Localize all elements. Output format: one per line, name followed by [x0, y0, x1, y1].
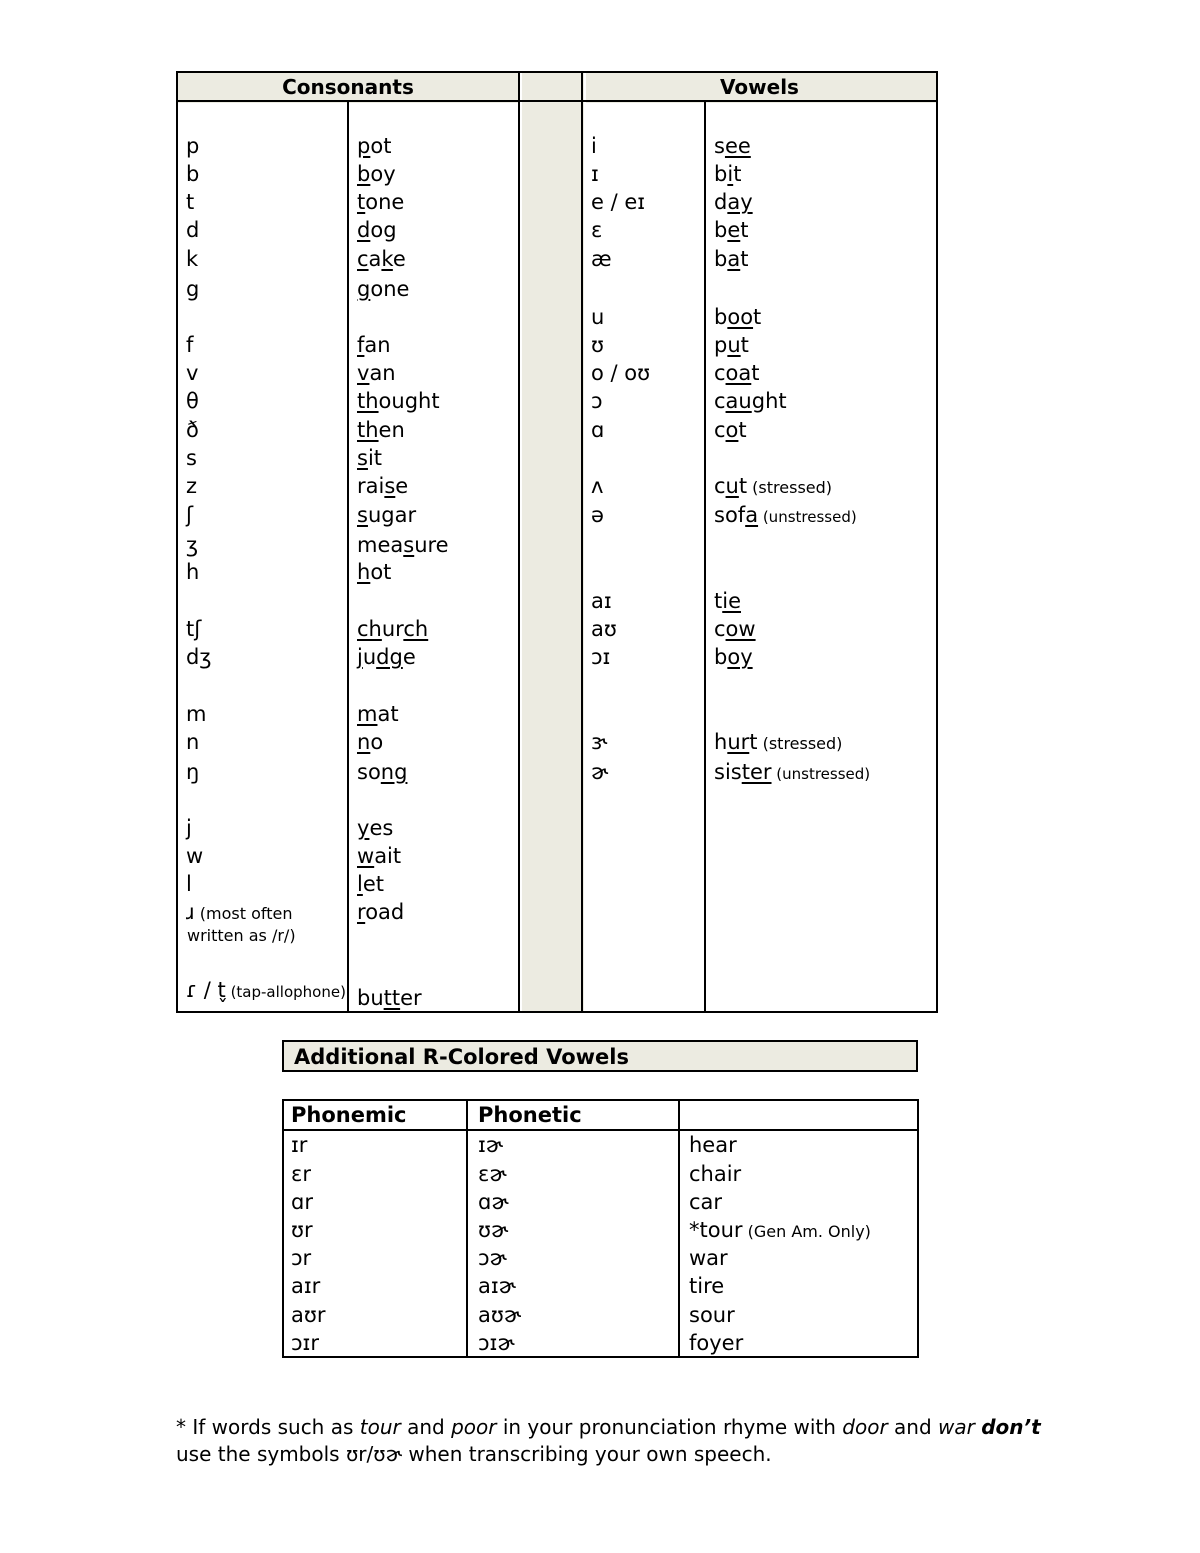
underlined-letters: oy: [727, 645, 753, 669]
col-phonetic-header: Phonetic: [478, 1103, 582, 1127]
ipa-symbol: k: [186, 247, 199, 271]
consonant-symbol: [186, 188, 194, 216]
word-part: b: [714, 218, 728, 242]
example-word: [714, 643, 753, 671]
example-word: [689, 1216, 871, 1246]
ipa-symbol: θ: [186, 389, 199, 413]
ipa-symbol: ð: [186, 418, 199, 442]
underlined-letters: v: [357, 361, 370, 385]
example-word: [357, 615, 428, 643]
vowel-symbol: ɔ: [591, 389, 603, 413]
symbol-note: (tap-allophone): [225, 983, 346, 1001]
underlined-letters: th: [357, 418, 379, 442]
word-part: ght: [751, 389, 787, 413]
r-table-divider-2: [678, 1099, 680, 1358]
word-part: mea: [357, 533, 404, 557]
underlined-letters: s: [403, 533, 415, 557]
ipa-symbol: n: [186, 730, 200, 754]
underlined-letters: dg: [376, 645, 403, 669]
footnote-line-2: use the symbols ʊr/ʊɚ when transcribing your own speech.: [176, 1442, 772, 1466]
word-part: es: [369, 816, 394, 840]
word-part: e: [402, 645, 416, 669]
word-part: h: [714, 730, 728, 754]
word-part: t: [749, 730, 758, 754]
underlined-letters: u: [727, 333, 741, 357]
word-part: b: [714, 645, 728, 669]
ipa-symbol: d: [186, 218, 200, 242]
example-word: [357, 160, 396, 188]
word-part: bu: [357, 986, 384, 1010]
example-word: [357, 842, 401, 870]
consonant-symbol: [186, 444, 197, 472]
underlined-letters: oo: [727, 305, 754, 329]
example-word: [689, 1160, 741, 1188]
footnote-word-war: war: [938, 1415, 975, 1439]
underlined-letters: k: [381, 247, 393, 271]
word-part: ait: [374, 844, 402, 868]
example-word: [357, 984, 422, 1012]
word-part: e: [392, 247, 406, 271]
consonant-symbol: [186, 814, 192, 842]
vowel-symbol: e / eɪ: [591, 190, 646, 214]
example-word: [689, 1131, 737, 1159]
col-phonemic-header: Phonemic: [291, 1103, 407, 1127]
footnote-text: in your pronunciation rhyme with: [496, 1415, 843, 1439]
word-part: oy: [370, 162, 396, 186]
symbol-note-line-2: written as /r/): [187, 926, 296, 945]
word: hear: [689, 1133, 737, 1157]
word-part: d: [714, 190, 728, 214]
stress-note: (unstressed): [771, 765, 871, 783]
ipa-symbol: ɹ: [186, 900, 195, 924]
word-part: c: [714, 418, 726, 442]
word-part: ot: [370, 134, 392, 158]
example-word: [357, 444, 382, 472]
example-word: [714, 472, 832, 502]
ipa-symbol: ʃ: [186, 503, 194, 527]
consonant-symbol: [186, 387, 199, 415]
word-part: t: [738, 418, 747, 442]
consonants-header: Consonants: [282, 75, 414, 99]
word-part: so: [357, 760, 381, 784]
example-word: [357, 245, 406, 273]
underlined-letters: r: [357, 900, 366, 924]
example-word: [357, 643, 416, 671]
example-word: [714, 615, 756, 643]
phonemic-symbol: ɛr: [291, 1162, 311, 1186]
ipa-symbol: w: [186, 844, 204, 868]
example-word: [689, 1329, 743, 1357]
phonemic-symbol: ɑr: [291, 1190, 313, 1214]
vowel-symbol: u: [591, 305, 605, 329]
word-part: s: [714, 134, 725, 158]
consonant-symbol: [186, 245, 198, 273]
stress-note: (stressed): [757, 734, 843, 753]
underlined-letters: l: [357, 872, 363, 896]
word-part: one: [365, 190, 405, 214]
consonant-symbol: [186, 501, 193, 529]
word-part: b: [714, 247, 728, 271]
underlined-letters: ter: [741, 760, 772, 784]
ipa-symbol: dʒ: [186, 645, 212, 669]
word: tire: [689, 1274, 725, 1298]
vowel-symbol: i: [591, 134, 597, 158]
word: *tour: [689, 1218, 743, 1242]
example-word: [357, 870, 384, 898]
example-word: [357, 188, 404, 216]
phonemic-symbol: ʊr: [291, 1218, 313, 1242]
underlined-letters: ie: [722, 589, 741, 613]
underlined-letters: u: [725, 474, 739, 498]
word-part: a: [368, 247, 382, 271]
consonant-symbol: [186, 976, 346, 1006]
ipa-symbol: z: [186, 474, 198, 498]
vowel-symbol: ɛ: [591, 218, 603, 242]
example-word: [714, 501, 857, 531]
underlined-letters: a: [745, 503, 759, 527]
consonant-symbol: [186, 700, 206, 728]
example-word: [714, 758, 870, 788]
example-word: [357, 331, 391, 359]
vowels-header: Vowels: [720, 75, 799, 99]
underlined-letters: oa: [725, 361, 752, 385]
word: sour: [689, 1303, 735, 1327]
underlined-letters: s: [357, 503, 368, 527]
r-colored-title: Additional R-Colored Vowels: [294, 1045, 629, 1069]
consonant-symbol: [186, 842, 203, 870]
consonant-symbol: [186, 160, 199, 188]
phonemic-symbol: ɔɪr: [291, 1331, 319, 1355]
underlined-letters: p: [357, 134, 371, 158]
word-part: t: [733, 162, 742, 186]
underlined-letters: th: [357, 389, 379, 413]
consonant-symbol: [186, 132, 199, 160]
r-colored-title-box: [282, 1040, 918, 1072]
ipa-symbol: tʃ: [186, 617, 202, 641]
word-part: t: [751, 361, 760, 385]
ipa-symbol: t: [186, 190, 195, 214]
example-word: [357, 359, 396, 387]
ipa-symbol: s: [186, 446, 197, 470]
underlined-letters: d: [357, 218, 371, 242]
example-word: [689, 1244, 728, 1272]
word-part: og: [370, 218, 397, 242]
ipa-symbol: m: [186, 702, 207, 726]
underlined-letters: ng: [380, 760, 408, 784]
vowel-symbol: æ: [591, 247, 612, 271]
consonant-symbol: [186, 331, 193, 359]
consonant-symbol: [186, 216, 199, 244]
example-word: [714, 331, 749, 359]
consonant-symbol: [186, 615, 201, 643]
word-part: et: [362, 872, 384, 896]
phonetic-symbol: ɔɚ: [478, 1246, 507, 1270]
vowel-symbol: ɚ: [591, 760, 609, 784]
footnote-text: and: [887, 1415, 939, 1439]
vowel-symbol: aʊ: [591, 617, 617, 641]
word-part: oad: [365, 900, 405, 924]
underlined-letters: n: [357, 730, 371, 754]
example-word: [714, 132, 751, 160]
phonetic-symbol: ʊɚ: [478, 1218, 509, 1242]
phonetic-symbol: ɑɚ: [478, 1190, 509, 1214]
vowel-symbol: aɪ: [591, 589, 612, 613]
word-part: t: [740, 333, 749, 357]
phonetic-symbol: ɔɪɚ: [478, 1331, 515, 1355]
word-part: c: [714, 474, 726, 498]
ipa-symbol: h: [186, 560, 200, 584]
r-table-header-divider: [282, 1129, 919, 1131]
underlined-letters: i: [727, 162, 734, 186]
vowel-symbol: ɝ: [591, 730, 608, 754]
word-part: er: [400, 986, 422, 1010]
word-part: an: [364, 333, 391, 357]
consonant-symbol: [186, 758, 199, 786]
example-word: [689, 1272, 724, 1300]
example-word: [714, 359, 760, 387]
phonetic-symbol: aɪɚ: [478, 1274, 516, 1298]
underlined-letters: b: [357, 162, 371, 186]
underlined-letters: y: [357, 816, 370, 840]
phonetic-symbol: aʊɚ: [478, 1303, 522, 1327]
gap-column: [522, 73, 584, 1011]
word-part: ure: [414, 533, 449, 557]
footnote-word-tour: tour: [359, 1415, 401, 1439]
underlined-letters: g: [357, 277, 371, 301]
word: war: [689, 1246, 728, 1270]
underlined-letters: ee: [724, 134, 751, 158]
underlined-letters: o: [725, 418, 739, 442]
underlined-letters: ay: [727, 190, 753, 214]
footnote-text: * If words such as: [176, 1415, 360, 1439]
vowel-symbol: ʊ: [591, 333, 604, 357]
r-table-divider-1: [466, 1099, 468, 1358]
word: chair: [689, 1162, 742, 1186]
vowel-symbol: o / oʊ: [591, 361, 651, 385]
phonetic-symbol: ɛɚ: [478, 1162, 507, 1186]
col-divider-3: [581, 71, 583, 1013]
underlined-letters: c: [357, 247, 369, 271]
example-word: [357, 531, 449, 559]
word-part: c: [714, 389, 726, 413]
underlined-letters: h: [357, 560, 371, 584]
underlined-letters: t: [357, 190, 366, 214]
example-word: [357, 416, 405, 444]
underlined-letters: f: [357, 333, 365, 357]
ipa-symbol: ɾ / t̬: [186, 978, 226, 1002]
word-part: c: [714, 617, 726, 641]
vowel-symbol: ɪ: [591, 162, 599, 186]
underlined-letters: ow: [725, 617, 756, 641]
word-part: u: [362, 645, 377, 669]
consonant-symbol: [186, 728, 199, 756]
region-note: (Gen Am. Only): [742, 1222, 871, 1241]
example-word: [689, 1188, 722, 1216]
consonant-symbol: [186, 275, 199, 303]
word-part: an: [369, 361, 396, 385]
underlined-letters: tt: [383, 986, 401, 1010]
word-part: t: [740, 218, 749, 242]
ipa-symbol: l: [186, 872, 192, 896]
example-word: [357, 501, 416, 529]
word-part: en: [378, 418, 405, 442]
underlined-letters: s: [384, 474, 396, 498]
underlined-letters: a: [727, 247, 741, 271]
word-part: t: [738, 474, 748, 498]
main-table: [176, 71, 938, 1013]
word-part: ur: [381, 617, 404, 641]
ipa-symbol: v: [186, 361, 199, 385]
word-part: ought: [378, 389, 440, 413]
underlined-letters: s: [357, 446, 368, 470]
example-word: [357, 132, 391, 160]
example-word: [357, 216, 397, 244]
consonant-symbol: [186, 531, 198, 559]
word-part: p: [714, 333, 728, 357]
underlined-letters: m: [357, 702, 378, 726]
consonant-symbol: [186, 472, 197, 500]
footnote: [176, 1414, 1056, 1468]
example-word: [689, 1301, 735, 1329]
word-part: c: [714, 361, 726, 385]
vowel-symbol: ɑ: [591, 418, 605, 442]
vowel-symbol: ə: [591, 503, 604, 527]
phonemic-symbol: ɪr: [291, 1133, 308, 1157]
word-part: b: [714, 305, 728, 329]
example-word: [357, 728, 383, 756]
underlined-letters: j: [357, 645, 363, 669]
example-word: [357, 814, 393, 842]
example-word: [357, 700, 399, 728]
example-word: [357, 898, 404, 926]
underlined-letters: ch: [357, 617, 382, 641]
example-word: [357, 558, 391, 586]
phonemic-symbol: aɪr: [291, 1274, 321, 1298]
example-word: [714, 160, 741, 188]
example-word: [357, 275, 409, 303]
ipa-symbol: ʒ: [186, 533, 199, 557]
word-part: ot: [370, 560, 392, 584]
word-part: it: [367, 446, 383, 470]
vowel-symbol: ʌ: [591, 474, 604, 498]
word-part: rai: [357, 474, 385, 498]
word: car: [689, 1190, 723, 1214]
example-word: [714, 303, 761, 331]
consonant-symbol: [186, 416, 199, 444]
underlined-letters: ur: [727, 730, 750, 754]
symbol-note: (most often: [194, 904, 293, 923]
vowel-symbol: ɔɪ: [591, 645, 611, 669]
phonemic-symbol: aʊr: [291, 1303, 326, 1327]
example-word: [357, 387, 440, 415]
ipa-symbol: ŋ: [186, 760, 200, 784]
word-part: o: [370, 730, 384, 754]
word-part: ugar: [367, 503, 417, 527]
col-divider-4: [704, 101, 706, 1013]
ipa-symbol: j: [186, 816, 192, 840]
example-word: [714, 216, 749, 244]
word-part: one: [370, 277, 410, 301]
col-divider-2: [518, 71, 520, 1013]
footnote-line-1: [176, 1414, 1056, 1441]
consonant-symbol: [186, 359, 198, 387]
col-divider-1: [347, 101, 349, 1013]
underlined-letters: au: [725, 389, 752, 413]
consonant-symbol: [186, 558, 199, 586]
footnote-word-dont: don’t: [981, 1415, 1041, 1439]
word-part: t: [753, 305, 762, 329]
word-part: b: [714, 162, 728, 186]
example-word: [357, 758, 407, 786]
footnote-text: and: [400, 1415, 452, 1439]
phonemic-symbol: ɔr: [291, 1246, 312, 1270]
stress-note: (unstressed): [758, 508, 857, 526]
example-word: [714, 587, 741, 615]
phonetic-symbol: ɪɚ: [478, 1133, 504, 1157]
ipa-symbol: f: [186, 333, 194, 357]
word-part: e: [395, 474, 409, 498]
word-part: sis: [714, 760, 742, 784]
example-word: [357, 472, 408, 500]
word-part: t: [740, 247, 749, 271]
example-word: [714, 188, 753, 216]
ipa-symbol: g: [186, 277, 200, 301]
stress-note: (stressed): [747, 478, 833, 497]
consonant-symbol: [186, 643, 211, 671]
ipa-symbol: b: [186, 162, 200, 186]
example-word: [714, 728, 842, 758]
underlined-letters: w: [357, 844, 375, 868]
word-part: t: [714, 589, 723, 613]
footnote-word-door: door: [842, 1415, 888, 1439]
word-part: at: [377, 702, 399, 726]
underlined-letters: ch: [403, 617, 429, 641]
example-word: [714, 387, 787, 415]
example-word: [714, 416, 747, 444]
ipa-symbol: p: [186, 134, 200, 158]
example-word: [714, 245, 748, 273]
consonant-symbol: [186, 870, 192, 898]
word-part: sof: [714, 503, 746, 527]
underlined-letters: e: [727, 218, 741, 242]
word: foyer: [689, 1331, 744, 1355]
footnote-word-poor: poor: [451, 1415, 497, 1439]
